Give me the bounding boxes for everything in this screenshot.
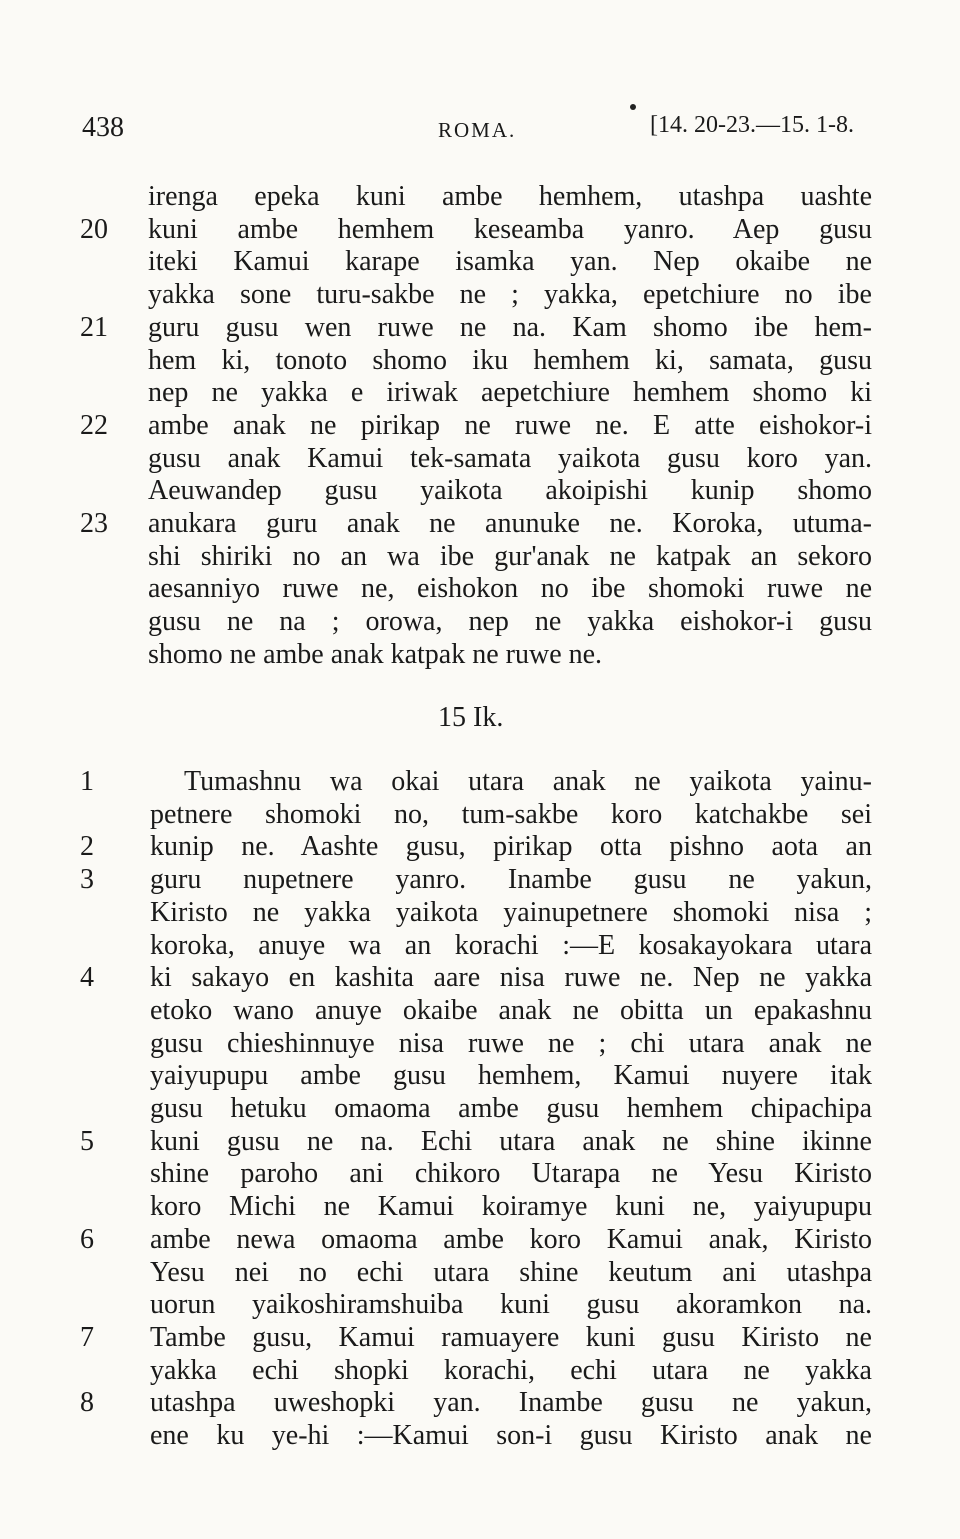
line-text: yakka sone turu-sakbe ne ; yakka, epetchiure no ibe xyxy=(148,279,872,311)
line-text: kuni ambe hemhem keseamba yanro. Aep gusu xyxy=(148,213,872,245)
text-line xyxy=(0,605,960,638)
text-line xyxy=(0,896,960,929)
verse-number: 6 xyxy=(80,1223,94,1255)
verse-number: 3 xyxy=(80,864,94,896)
line-text: nep ne yakka e iriwak aepetchiure hemhem shomo ki xyxy=(148,377,872,409)
verse-number: 8 xyxy=(80,1387,94,1419)
text-line xyxy=(0,245,960,278)
line-text: gusu anak Kamui tek-samata yaikota gusu koro yan. xyxy=(148,442,872,474)
line-text: yaiyupupu ambe gusu hemhem, Kamui nuyere itak xyxy=(150,1060,872,1092)
verse-number: 4 xyxy=(80,962,94,994)
text-line xyxy=(0,344,960,377)
line-text: kunip ne. Aashte gusu, pirikap otta pishno aota an xyxy=(150,831,872,863)
line-text: iteki Kamui karape isamka yan. Nep okaibe ne xyxy=(148,246,872,278)
text-line xyxy=(0,994,960,1027)
text-line xyxy=(0,1157,960,1190)
line-text: gusu chieshinnuye nisa ruwe ne ; chi utara anak ne xyxy=(150,1027,872,1059)
line-text: anukara guru anak ne anunuke ne. Koroka, utuma- xyxy=(148,508,872,539)
line-text: aesanniyo ruwe ne, eishokon no ibe shomoki ruwe ne xyxy=(148,573,872,605)
line-text: irenga epeka kuni ambe hemhem, utashpa uashte xyxy=(148,181,872,212)
line-text: guru gusu wen ruwe ne na. Kam shomo ibe hem- xyxy=(148,311,872,343)
line-text: Yesu nei no echi utara shine keutum ani utashpa xyxy=(150,1256,872,1288)
text-line xyxy=(0,1125,960,1158)
running-header xyxy=(0,112,960,148)
line-text: utashpa uweshopki yan. Inambe gusu ne yakun, xyxy=(150,1387,872,1419)
line-text: Tumashnu wa okai utara anak ne yaikota yainu- xyxy=(184,766,872,797)
text-line xyxy=(0,1092,960,1125)
line-text: shomo ne ambe anak katpak ne ruwe ne. xyxy=(148,638,603,670)
text-line xyxy=(0,1354,960,1387)
text-line xyxy=(0,929,960,962)
verse-number: 23 xyxy=(80,508,108,539)
text-line xyxy=(0,311,960,344)
line-text: uorun yaikoshiramshuiba kuni gusu akoramkon na. xyxy=(150,1289,872,1321)
text-line xyxy=(0,1419,960,1452)
text-line xyxy=(0,442,960,475)
verse-number: 2 xyxy=(80,831,94,863)
line-text: guru nupetnere yanro. Inambe gusu ne yakun, xyxy=(150,864,872,896)
text-line xyxy=(0,1059,960,1092)
line-text: petnere shomoki no, tum-sakbe koro katchakbe sei xyxy=(150,798,872,830)
line-text: hem ki, tonoto shomo iku hemhem ki, samata, gusu xyxy=(148,344,872,376)
verse-number: 21 xyxy=(80,311,108,343)
text-line xyxy=(0,180,960,213)
verse-reference: [14. 20-23.—15. 1-8. xyxy=(650,112,854,138)
line-text: shine paroho ani chikoro Utarapa ne Yesu Kiristo xyxy=(150,1158,872,1190)
text-line xyxy=(0,765,960,798)
verse-number: 22 xyxy=(80,409,108,441)
text-line xyxy=(0,1027,960,1060)
line-text: koroka, anuye wa an korachi :—E kosakayokara utara xyxy=(150,929,872,961)
line-text: yakka echi shopki korachi, echi utara ne yakka xyxy=(150,1354,872,1386)
text-line xyxy=(0,213,960,246)
text-line xyxy=(0,798,960,831)
line-text: ambe anak ne pirikap ne ruwe ne. E atte eishokor-i xyxy=(148,409,872,441)
line-text: ambe newa omaoma ambe koro Kamui anak, Kiristo xyxy=(150,1223,872,1255)
line-text: Aeuwandep gusu yaikota akoipishi kunip shomo xyxy=(148,475,872,507)
text-line xyxy=(0,1386,960,1419)
line-text: ki sakayo en kashita aare nisa ruwe ne. Nep ne yakka xyxy=(150,962,872,994)
text-line xyxy=(0,474,960,507)
line-text: shi shiriki no an wa ibe gur'anak ne katpak an sekoro xyxy=(148,540,872,572)
text-line xyxy=(0,1321,960,1354)
line-text: gusu hetuku omaoma ambe gusu hemhem chipachipa xyxy=(150,1093,872,1124)
verse-number: 20 xyxy=(80,213,108,245)
text-line xyxy=(0,540,960,573)
text-line xyxy=(0,507,960,540)
text-line xyxy=(0,1256,960,1289)
line-text: Kiristo ne yakka yaikota yainupetnere shomoki nisa ; xyxy=(150,896,872,928)
ink-dot xyxy=(630,104,636,110)
text-line xyxy=(0,409,960,442)
text-line xyxy=(0,278,960,311)
running-title: ROMA. xyxy=(438,118,517,142)
text-line xyxy=(0,961,960,994)
verse-number: 1 xyxy=(80,766,94,797)
chapter-heading-text: 15 Ik. xyxy=(438,702,504,733)
verse-number: 5 xyxy=(80,1125,94,1157)
verse-number: 7 xyxy=(80,1321,94,1353)
line-text: kuni gusu ne na. Echi utara anak ne shine ikinne xyxy=(150,1125,872,1157)
text-line xyxy=(0,830,960,863)
line-text: gusu ne na ; orowa, nep ne yakka eishokor-i gusu xyxy=(148,606,872,638)
text-line xyxy=(0,572,960,605)
text-line xyxy=(0,376,960,409)
text-line xyxy=(0,1288,960,1321)
line-text: koro Michi ne Kamui koiramye kuni ne, yaiyupupu xyxy=(150,1191,872,1223)
line-text: ene ku ye-hi :—Kamui son-i gusu Kiristo anak ne xyxy=(150,1420,872,1451)
text-line xyxy=(0,1223,960,1256)
text-line xyxy=(0,863,960,896)
text-line xyxy=(0,1190,960,1223)
line-text: etoko wano anuye okaibe anak ne obitta un epakashnu xyxy=(150,994,872,1026)
text-line xyxy=(0,638,960,671)
line-text: Tambe gusu, Kamui ramuayere kuni gusu Kiristo ne xyxy=(150,1321,872,1353)
page-number: 438 xyxy=(82,112,124,143)
